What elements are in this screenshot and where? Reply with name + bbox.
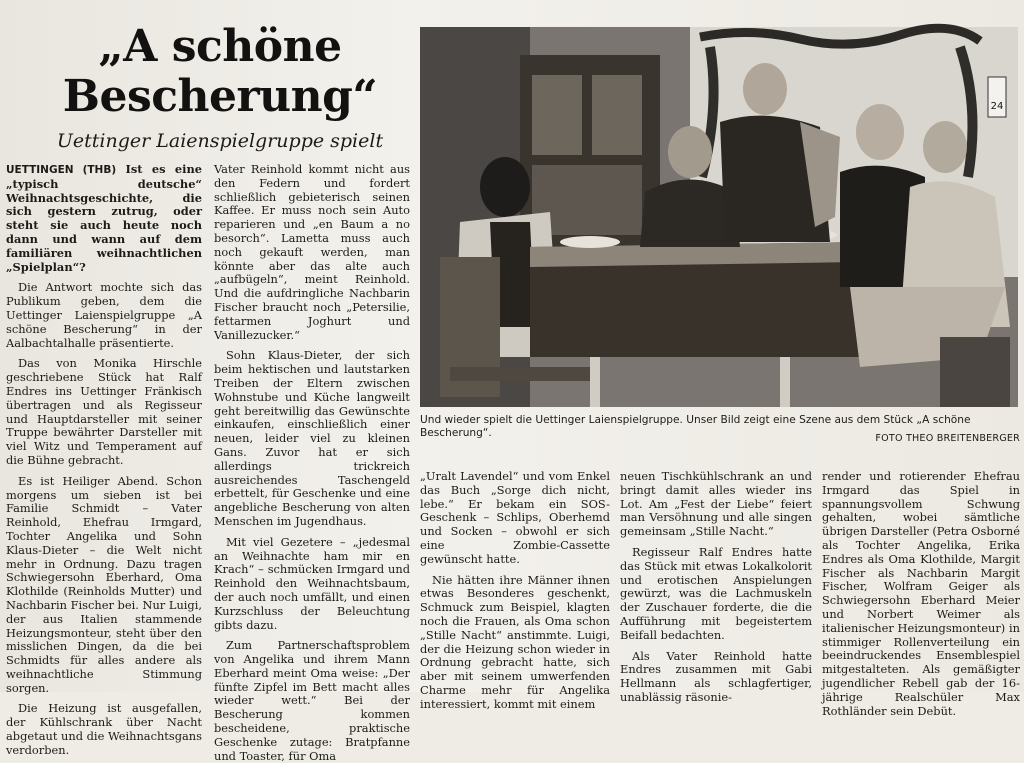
photo-credit: FOTO THEO BREITENBERGER — [875, 433, 1020, 444]
subheadline: Uettinger Laienspielgruppe spielt — [56, 130, 384, 152]
paragraph: Als Vater Reinhold hatte Endres zusammen mit Gabi Hellmann als schlagfertiger, unablässig räsonie- — [620, 648, 812, 704]
headline-line-2: Bescherung“ — [62, 71, 378, 122]
dateline: UETTINGEN (THB) — [6, 164, 117, 176]
paragraph: neuen Tischkühlschrank an und bringt damit alles wieder ins Lot. Am „Fest der Liebe“ feiert man Versöhnung und alle singen gemeinsam „Stille Nacht.“ — [620, 469, 812, 539]
paragraph: Nie hätten ihre Männer ihnen etwas Besonderes geschenkt, Schmuck zum Beispiel, klagten noch die Frauen, als Oma schon „Stille Nacht“ anstimmte. Luigi, der die Heizung schon wieder in Ordnung gebracht hatte, sich aber mit seinem umwerfenden Charme mehr für Angelika interessiert, kommt mit einem — [420, 572, 610, 711]
paragraph: Die Antwort mochte sich das Publikum geben, dem die Uettinger Laienspielgruppe „A schöne Bescherung“ in der Aalbachtalhalle präsentierte. — [6, 280, 202, 350]
headline-line-1: „A schöne — [98, 21, 342, 72]
paragraph: Zum Partnerschaftsproblem von Angelika und ihrem Mann Eberhard meint Oma weise: „Der fünfte Zipfel im Bett macht alles wieder wett.“ Bei der Bescherung kommen bescheidene, praktische Geschenke zutage: Bratpfanne und Toaster, für Oma — [214, 638, 410, 763]
article-column-2 — [214, 162, 410, 763]
lead-paragraph — [6, 163, 202, 274]
paragraph: „Uralt Lavendel“ und vom Enkel das Buch „Sorge dich nicht, lebe.“ Er bekam ein SOS-Geschenk – Schlips, Oberhemd und Socken – obwohl er sich eine Zombie-Cassette gewünscht hatte. — [420, 469, 610, 566]
headline — [40, 22, 400, 122]
photo-caption: Und wieder spielt die Uettinger Laienspielgruppe. Unser Bild zeigt eine Szene aus dem Stück „A schöne Bescherung“. — [420, 414, 971, 439]
article-column-3 — [420, 469, 610, 711]
paragraph: Es ist Heiliger Abend. Schon morgens um sieben ist bei Familie Schmidt – Vater Reinhold, Ehefrau Irmgard, Tochter Angelika und Sohn Klaus-Dieter – die Welt nicht mehr in Ordnung. Dazu tragen Schwiegersohn Eberhard, Oma Klothilde (Reinholds Mutter) und Nachbarin Fischer bei. Nur Luigi, der aus Italien stammende Heizungsmonteur, steht über den misslichen Dingen, da die bei Schmidts für alles andere als weihnachtliche Stimmung sorgen. — [6, 473, 202, 695]
calendar-number: 24 — [990, 101, 1004, 112]
scene-photo — [420, 27, 1018, 407]
article-column-5 — [822, 469, 1020, 718]
article-column-1 — [6, 162, 203, 757]
paragraph: Die Heizung ist ausgefallen, der Kühlschrank über Nacht abgetaut und die Weihnachtsgans verdorben. — [6, 701, 202, 757]
paragraph: Das von Monika Hirschle geschriebene Stück hat Ralf Endres ins Uettinger Fränkisch übertragen und als Regisseur und Hauptdarsteller mit seiner Truppe bewährter Darsteller mit viel Witz und Temperament auf die Bühne gebracht. — [6, 356, 202, 467]
paragraph: Vater Reinhold kommt nicht aus den Federn und fordert schließlich gebieterisch seinen Kaffee. Er muss noch sein Auto reparieren und „en Baum a no besorch“. Lametta muss auch noch gekauft werden, man könnte aber das alte auch „aufbügeln“, meint Reinhold. Und die aufdringliche Nachbarin Fischer braucht noch „Petersilie, fettarmen Joghurt und Vanillezucker.“ — [214, 162, 410, 342]
paragraph: render und rotierender Ehefrau Irmgard das Spiel in spannungsvollem Schwung gehalten, wobei sämtliche übrigen Darsteller (Petra Osborné als Tochter Angelika, Erika Endres als Oma Klothilde, Margit Fischer als Nachbarin Margit Fischer, Wolfram Geiger als Schwiegersohn Eberhard Meier und Norbert Weimer als italienischer Heizungsmonteur) in stimmiger Rollenverteilung ein beeindruckendes Ensemblespiel mitgestalteten. Als gemäßigter jugendlicher Rebell gab der 16-jährige Realschüler Max Rothländer sein Debüt. — [822, 469, 1020, 718]
paragraph: Sohn Klaus-Dieter, der sich beim hektischen und lautstarken Treiben der Eltern zwischen Wohnstube und Küche langweilt geht bereitwillig das Gewünschte einkaufen, einschließlich einer neuen, leider viel zu kleinen Gans. Zuvor hat er sich allerdings trickreich ausreichendes Taschengeld erbettelt, für Geschenke und eine angebliche Bescherung von alten Menschen im Jugendhaus. — [214, 348, 410, 528]
photo-illustration — [420, 27, 1018, 407]
article-column-4 — [620, 469, 812, 704]
paragraph: Regisseur Ralf Endres hatte das Stück mit etwas Lokalkolorit und erotischen Anspielungen gewürzt, was die Lachmuskeln der Zuschauer forderte, die die Aufführung mit begeistertem Beifall bedachten. — [620, 544, 812, 642]
lead-text: Ist es eine „typisch deutsche“ Weihnachtsgeschichte, die sich gestern zutrug, oder steht sie auch heute noch dann und wann auf dem familiären weihnachtlichen „Spielplan“? — [6, 162, 203, 274]
paragraph: Mit viel Gezetere – „jedesmal an Weihnachte ham mir en Krach“ – schmücken Irmgard und Reinhold den Weihnachtsbaum, der auch noch umfällt, und einen Kurzschluss der Beleuchtung gibts dazu. — [214, 534, 410, 632]
